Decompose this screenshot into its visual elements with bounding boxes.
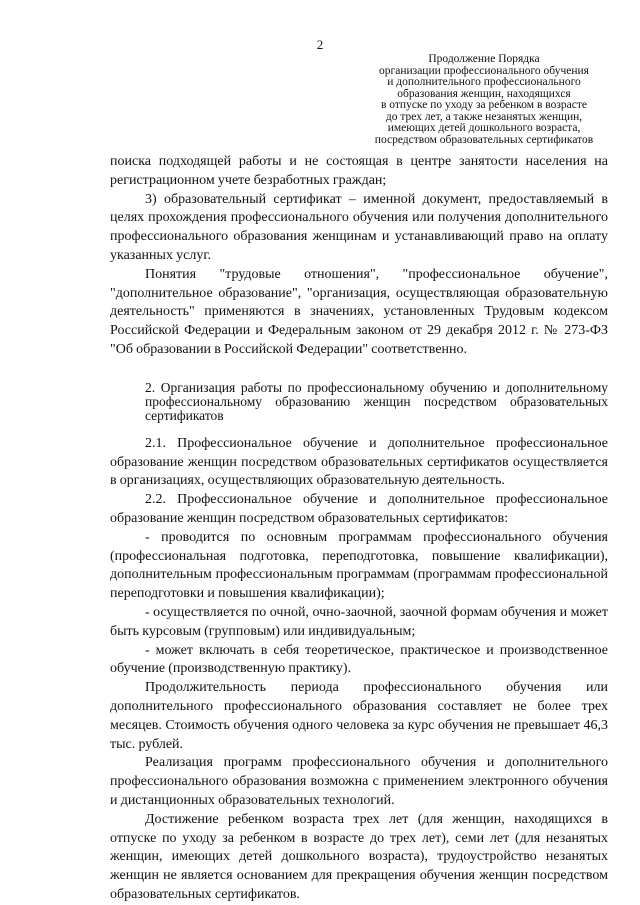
document-body	[110, 153, 608, 905]
paragraph-achievement: Достижение ребенком возраста трех лет (для женщин, находящихся в отпуске по уходу за ребенком в возрасте до трех лет), семи лет (для незанятых женщин, имеющих детей дошкольного возраста), трудоустройство незанятых женщин не является основанием для прекращения обучения женщин посредством образовательных сертификатов.	[110, 811, 608, 902]
running-header	[360, 54, 608, 146]
header-line: посредством образовательных сертификатов	[374, 133, 594, 146]
header-line: Продолжение Порядка	[428, 53, 540, 65]
paragraph-item-3: 3) образовательный сертификат – именной документ, предоставляемый в целях прохождения профессионального обучения или получения дополнительного профессионального образования женщинам и устанавливающий право на оплату указанных услуг.	[110, 191, 608, 263]
list-item: - проводится по основным программам профессионального обучения (профессиональная подготовка, переподготовка, повышение квалификации), дополнительным профессиональным программам (программам профессиональной переподготовки и повышения квалификации);	[110, 529, 608, 602]
header-line: образования женщин, находящихся	[397, 87, 571, 100]
paragraph-duration: Продолжительность периода профессионального обучения или дополнительного профессионального образования составляет не более трех месяцев. Стоимость обучения одного человека за курс обучения не превышает 46,3 тыс. рублей.	[110, 680, 608, 752]
section-2-heading: 2. Организация работы по профессиональному обучению и дополнительному профессиональному образованию женщин посредством образовательных сертификатов	[145, 379, 608, 423]
page-number: 2	[316, 37, 324, 52]
paragraph-realization: Реализация программ профессионального обучения и дополнительного профессионального образования возможна с применением электронного обучения и дистанционных образовательных технологий.	[110, 755, 608, 808]
list-item: - осуществляется по очной, очно-заочной, заочной формам обучения и может быть курсовым (групповым) или индивидуальным;	[110, 604, 608, 639]
list-item: - может включать в себя теоретическое, практическое и производственное обучение (производственную практику).	[110, 642, 608, 677]
paragraph-continuation: поиска подходящей работы и не состоящая в центре занятости населения на регистрационном учете безработных граждан;	[110, 154, 608, 188]
header-line: организации профессионального обучения	[379, 64, 589, 77]
header-line: и дополнительного профессионального	[387, 76, 581, 88]
header-line: имеющих детей дошкольного возраста,	[387, 122, 581, 134]
header-line: до трех лет, а также незанятых женщин,	[385, 110, 583, 123]
paragraph-2-1: 2.1. Профессиональное обучение и дополнительное профессиональное образование женщин посредством образовательных сертификатов осуществляется в организациях, осуществляющих образовательную деятельность.	[110, 435, 608, 489]
header-line: в отпуске по уходу за ребенком в возрасте	[380, 99, 587, 111]
paragraph-concepts: Понятия "трудовые отношения", "профессиональное обучение", "дополнительное образование", "организация, осуществляющая образовательную деятельность" применяются в значениях, установленных Трудовым кодексом Российской Федерации и Федеральным законом от 29 декабря 2012 г. № 273-ФЗ "Об образовании в Российской Федерации" соответственно.	[110, 266, 608, 357]
paragraph-2-2: 2.2. Профессиональное обучение и дополнительное профессиональное образование женщин посредством образовательных сертификатов:	[110, 492, 608, 526]
